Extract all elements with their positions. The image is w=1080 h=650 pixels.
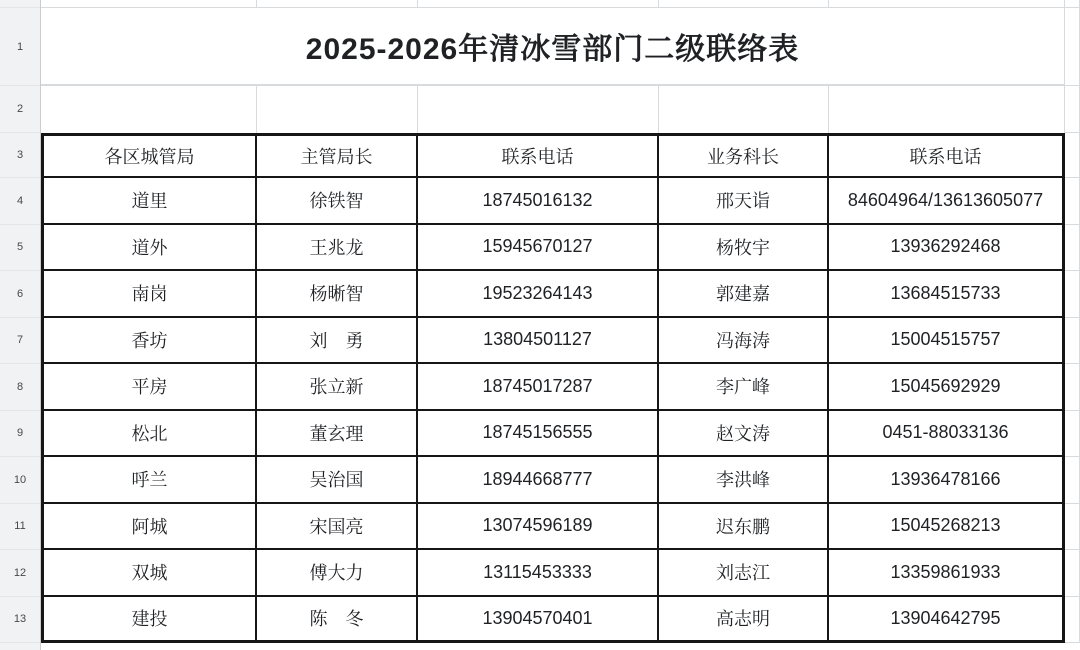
- table-row: [41, 225, 1080, 272]
- row-number[interactable]: 7: [0, 318, 40, 365]
- data-cell[interactable]: 香坊: [41, 318, 257, 365]
- data-cell[interactable]: 吴治国: [257, 457, 418, 504]
- header-cell[interactable]: 主管局长: [257, 133, 418, 178]
- data-cell[interactable]: 杨晰智: [257, 271, 418, 318]
- data-cell[interactable]: 迟东鹏: [659, 504, 829, 551]
- grid-ghost: [1065, 0, 1080, 8]
- empty-cell[interactable]: [41, 86, 257, 133]
- data-cell[interactable]: 13904642795: [829, 597, 1065, 644]
- data-cell[interactable]: 15945670127: [418, 225, 659, 272]
- data-cell[interactable]: 道里: [41, 178, 257, 225]
- row-number[interactable]: 9: [0, 411, 40, 458]
- grid-cell-partial: [829, 0, 1065, 8]
- table-row: [41, 411, 1080, 458]
- grid-ghost: [1065, 8, 1080, 86]
- grid-ghost: [1065, 550, 1080, 597]
- grid-ghost: [1065, 86, 1080, 133]
- data-cell[interactable]: 宋国亮: [257, 504, 418, 551]
- data-cell[interactable]: 13904570401: [418, 597, 659, 644]
- header-cell[interactable]: 各区城管局: [41, 133, 257, 178]
- table-row: [41, 271, 1080, 318]
- top-partial-grid-row: [41, 0, 1080, 8]
- data-cell[interactable]: 阿城: [41, 504, 257, 551]
- data-cell[interactable]: 徐铁智: [257, 178, 418, 225]
- grid-ghost: [1065, 271, 1080, 318]
- grid-ghost: [1065, 225, 1080, 272]
- grid-ghost: [1065, 597, 1080, 644]
- data-cell[interactable]: 15045692929: [829, 364, 1065, 411]
- grid-ghost: [1065, 364, 1080, 411]
- row-number[interactable]: 13: [0, 597, 40, 644]
- row-number[interactable]: 8: [0, 364, 40, 411]
- data-cell[interactable]: 0451-88033136: [829, 411, 1065, 458]
- row-number[interactable]: 2: [0, 86, 40, 133]
- row-number[interactable]: 5: [0, 225, 40, 272]
- row-number[interactable]: 6: [0, 271, 40, 318]
- empty-cell[interactable]: [829, 86, 1065, 133]
- grid-cell-partial: [418, 0, 659, 8]
- grid-cell-partial: [659, 0, 829, 8]
- grid-ghost: [1065, 318, 1080, 365]
- data-cell[interactable]: 19523264143: [418, 271, 659, 318]
- row-number[interactable]: 12: [0, 550, 40, 597]
- empty-cell[interactable]: [257, 86, 418, 133]
- data-cell[interactable]: 15004515757: [829, 318, 1065, 365]
- table-row: [41, 178, 1080, 225]
- row-number[interactable]: 11: [0, 504, 40, 551]
- data-cell[interactable]: 傅大力: [257, 550, 418, 597]
- data-cell[interactable]: 赵文涛: [659, 411, 829, 458]
- data-cell[interactable]: 13936292468: [829, 225, 1065, 272]
- row-number[interactable]: 10: [0, 457, 40, 504]
- grid-ghost: [1065, 133, 1080, 178]
- row-number[interactable]: 1: [0, 8, 40, 86]
- table-row: [41, 504, 1080, 551]
- data-cell[interactable]: 13936478166: [829, 457, 1065, 504]
- grid-cell-partial: [41, 0, 257, 8]
- data-cell[interactable]: 13115453333: [418, 550, 659, 597]
- gutter-sliver: [0, 0, 40, 8]
- table-row: [41, 457, 1080, 504]
- data-cell[interactable]: 刘志江: [659, 550, 829, 597]
- data-cell[interactable]: 18745017287: [418, 364, 659, 411]
- data-cell[interactable]: 陈 冬: [257, 597, 418, 644]
- header-cell[interactable]: 联系电话: [418, 133, 659, 178]
- header-cell[interactable]: 联系电话: [829, 133, 1065, 178]
- data-cell[interactable]: 道外: [41, 225, 257, 272]
- data-cell[interactable]: 刘 勇: [257, 318, 418, 365]
- data-cell[interactable]: 18745156555: [418, 411, 659, 458]
- grid-ghost: [1065, 504, 1080, 551]
- bottom-filler: [41, 643, 1080, 650]
- data-cell[interactable]: 18944668777: [418, 457, 659, 504]
- row-number[interactable]: 4: [0, 178, 40, 225]
- gutter-filler: [0, 643, 40, 650]
- sheet-content: [41, 0, 1080, 650]
- data-cell[interactable]: 双城: [41, 550, 257, 597]
- data-cell[interactable]: 郭建嘉: [659, 271, 829, 318]
- empty-row: [41, 86, 1080, 133]
- data-cell[interactable]: 18745016132: [418, 178, 659, 225]
- data-cell[interactable]: 杨牧宇: [659, 225, 829, 272]
- grid-ghost: [1065, 178, 1080, 225]
- data-cell[interactable]: 王兆龙: [257, 225, 418, 272]
- data-cell[interactable]: 13359861933: [829, 550, 1065, 597]
- data-cell[interactable]: 高志明: [659, 597, 829, 644]
- data-cell[interactable]: 董玄理: [257, 411, 418, 458]
- data-cell[interactable]: 李广峰: [659, 364, 829, 411]
- header-cell[interactable]: 业务科长: [659, 133, 829, 178]
- data-cell[interactable]: 邢天诣: [659, 178, 829, 225]
- data-cell[interactable]: 平房: [41, 364, 257, 411]
- grid-ghost: [1065, 457, 1080, 504]
- data-cell[interactable]: 南岗: [41, 271, 257, 318]
- data-cell[interactable]: 冯海涛: [659, 318, 829, 365]
- sheet-title-cell[interactable]: 2025-2026年清冰雪部门二级联络表: [41, 8, 1065, 86]
- row-number[interactable]: 3: [0, 133, 40, 178]
- table-row: [41, 597, 1080, 644]
- data-cell[interactable]: 15045268213: [829, 504, 1065, 551]
- table-body: [41, 178, 1080, 643]
- data-cell[interactable]: 松北: [41, 411, 257, 458]
- empty-cell[interactable]: [659, 86, 829, 133]
- data-cell[interactable]: 呼兰: [41, 457, 257, 504]
- grid-cell-partial: [257, 0, 418, 8]
- table-row: [41, 550, 1080, 597]
- table-header-row: [41, 133, 1080, 178]
- data-cell[interactable]: 13804501127: [418, 318, 659, 365]
- empty-cell[interactable]: [418, 86, 659, 133]
- data-cell[interactable]: 13074596189: [418, 504, 659, 551]
- title-row: [41, 8, 1080, 86]
- data-cell[interactable]: 建投: [41, 597, 257, 644]
- data-cell[interactable]: 84604964/13613605077: [829, 178, 1065, 225]
- table-row: [41, 318, 1080, 365]
- table-row: [41, 364, 1080, 411]
- row-number-gutter: [0, 0, 41, 650]
- grid-ghost: [1065, 411, 1080, 458]
- data-cell[interactable]: 李洪峰: [659, 457, 829, 504]
- data-cell[interactable]: 13684515733: [829, 271, 1065, 318]
- data-cell[interactable]: 张立新: [257, 364, 418, 411]
